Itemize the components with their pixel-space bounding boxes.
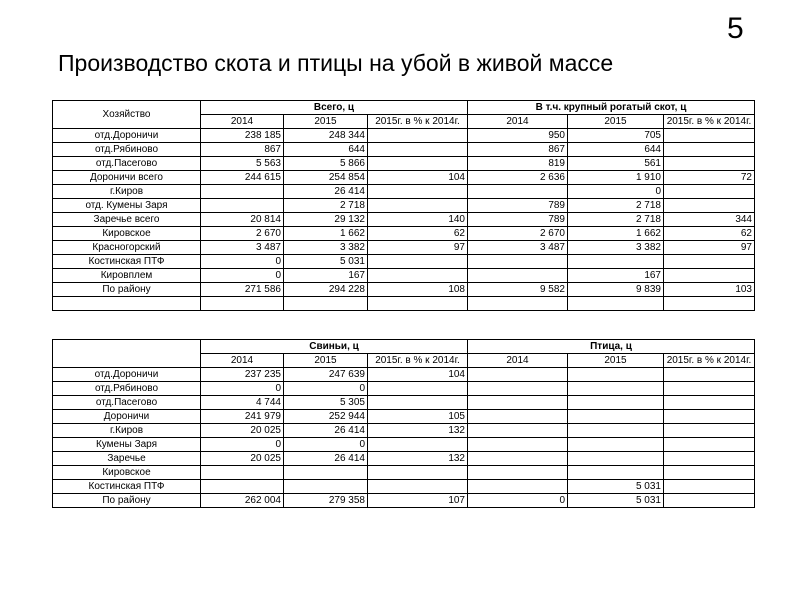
table-cell xyxy=(664,466,755,480)
row-label: Кумены Заря xyxy=(53,438,201,452)
table-cell: 108 xyxy=(368,283,468,297)
cattle-pct-header: 2015г. в % к 2014г. xyxy=(664,115,755,129)
pigs-year-2015-header: 2015 xyxy=(284,354,368,368)
table-cell xyxy=(468,382,568,396)
row-label: отд.Пасегово xyxy=(53,396,201,410)
row-label: По району xyxy=(53,494,201,508)
table-cell: 105 xyxy=(368,410,468,424)
poultry-year-2015-header: 2015 xyxy=(568,354,664,368)
livestock-total-table xyxy=(52,100,755,311)
table-cell: 247 639 xyxy=(284,368,368,382)
table-cell: 2 718 xyxy=(568,199,664,213)
table-cell xyxy=(468,368,568,382)
table-cell xyxy=(664,129,755,143)
table-cell: 5 031 xyxy=(568,494,664,508)
table-cell xyxy=(468,396,568,410)
table-row xyxy=(53,452,755,466)
table-row xyxy=(53,199,755,213)
table-cell xyxy=(568,424,664,438)
table-cell xyxy=(468,438,568,452)
total-year-2015-header: 2015 xyxy=(284,115,368,129)
row-label: Дороничи xyxy=(53,410,201,424)
row-label: По району xyxy=(53,283,201,297)
table-row xyxy=(53,410,755,424)
table-cell: 241 979 xyxy=(201,410,284,424)
table-cell xyxy=(368,466,468,480)
table-row xyxy=(53,269,755,283)
table-row xyxy=(53,185,755,199)
table-cell xyxy=(468,480,568,494)
table-cell: 132 xyxy=(368,452,468,466)
cattle-year-2015-header: 2015 xyxy=(568,115,664,129)
table-cell: 72 xyxy=(664,171,755,185)
table-cell: 97 xyxy=(664,241,755,255)
table-cell xyxy=(664,269,755,283)
empty-cell xyxy=(368,297,468,311)
table-cell: 62 xyxy=(368,227,468,241)
table-cell xyxy=(568,255,664,269)
table-cell: 5 305 xyxy=(284,396,368,410)
row-label: отд. Кумены Заря xyxy=(53,199,201,213)
empty-cell xyxy=(468,297,568,311)
total-year-2014-header: 2014 xyxy=(201,115,284,129)
table-cell: 104 xyxy=(368,368,468,382)
table-cell xyxy=(468,269,568,283)
table-row xyxy=(53,466,755,480)
table-cell xyxy=(664,410,755,424)
table-cell xyxy=(664,382,755,396)
table-cell: 3 382 xyxy=(568,241,664,255)
table-cell xyxy=(368,185,468,199)
table-cell: 252 944 xyxy=(284,410,368,424)
table-cell xyxy=(664,185,755,199)
table-row xyxy=(53,213,755,227)
table-cell: 1 910 xyxy=(568,171,664,185)
table-cell: 789 xyxy=(468,213,568,227)
table-cell: 107 xyxy=(368,494,468,508)
table-cell xyxy=(664,424,755,438)
page-number: 5 xyxy=(727,12,744,45)
poultry-pct-header: 2015г. в % к 2014г. xyxy=(664,354,755,368)
table-cell xyxy=(664,396,755,410)
table-cell: 3 382 xyxy=(284,241,368,255)
table-cell xyxy=(664,157,755,171)
table-cell: 140 xyxy=(368,213,468,227)
table-cell xyxy=(468,424,568,438)
table-cell xyxy=(368,143,468,157)
table-cell: 789 xyxy=(468,199,568,213)
table-cell: 167 xyxy=(568,269,664,283)
row-label: отд.Рябиново xyxy=(53,382,201,396)
table-row xyxy=(53,438,755,452)
table-cell xyxy=(568,410,664,424)
table-cell xyxy=(568,438,664,452)
table-cell: 3 487 xyxy=(468,241,568,255)
page-title: Производство скота и птицы на убой в живой массе xyxy=(58,50,614,76)
row-label: Красногорский xyxy=(53,241,201,255)
table-cell: 5 563 xyxy=(201,157,284,171)
table-cell: 819 xyxy=(468,157,568,171)
table-cell xyxy=(368,396,468,410)
table-cell xyxy=(368,438,468,452)
table-cell: 103 xyxy=(664,283,755,297)
table-cell xyxy=(568,466,664,480)
table-cell xyxy=(664,143,755,157)
poultry-year-2014-header: 2014 xyxy=(468,354,568,368)
table-cell: 237 235 xyxy=(201,368,284,382)
table-cell xyxy=(468,255,568,269)
table-cell: 0 xyxy=(201,269,284,283)
row-label: отд.Дороничи xyxy=(53,368,201,382)
row-label: Дороничи всего xyxy=(53,171,201,185)
row-label: Заречье xyxy=(53,452,201,466)
table-cell: 3 487 xyxy=(201,241,284,255)
table-cell: 2 718 xyxy=(284,199,368,213)
row-label: г.Киров xyxy=(53,424,201,438)
table-cell: 0 xyxy=(284,438,368,452)
table-cell xyxy=(568,368,664,382)
table-row xyxy=(53,171,755,185)
empty-cell xyxy=(201,297,284,311)
table-cell: 0 xyxy=(201,438,284,452)
table-cell: 279 358 xyxy=(284,494,368,508)
table-cell xyxy=(284,480,368,494)
table-cell: 104 xyxy=(368,171,468,185)
farm-column-header: Хозяйство xyxy=(53,101,201,129)
table-cell xyxy=(368,255,468,269)
table-cell: 344 xyxy=(664,213,755,227)
table-cell: 0 xyxy=(201,255,284,269)
row-label: Кировплем xyxy=(53,269,201,283)
table-cell: 20 814 xyxy=(201,213,284,227)
table-cell: 26 414 xyxy=(284,452,368,466)
table-cell: 132 xyxy=(368,424,468,438)
table-cell: 2 670 xyxy=(201,227,284,241)
table-row xyxy=(53,143,755,157)
table-cell: 9 839 xyxy=(568,283,664,297)
table-row xyxy=(53,382,755,396)
table-row xyxy=(53,396,755,410)
pigs-pct-header: 2015г. в % к 2014г. xyxy=(368,354,468,368)
table-cell: 561 xyxy=(568,157,664,171)
empty-cell xyxy=(568,297,664,311)
table-cell xyxy=(664,199,755,213)
row-label: отд.Пасегово xyxy=(53,157,201,171)
table-row xyxy=(53,241,755,255)
poultry-group-header: Птица, ц xyxy=(468,340,755,354)
cattle-group-header: В т.ч. крупный рогатый скот, ц xyxy=(468,101,755,115)
pigs-group-header: Свиньи, ц xyxy=(201,340,468,354)
table-cell: 62 xyxy=(664,227,755,241)
table-row xyxy=(53,424,755,438)
table-cell: 0 xyxy=(284,382,368,396)
table-cell xyxy=(568,452,664,466)
empty-cell xyxy=(284,297,368,311)
table-cell: 2 718 xyxy=(568,213,664,227)
table-cell xyxy=(664,480,755,494)
empty-cell xyxy=(664,297,755,311)
table-cell: 248 344 xyxy=(284,129,368,143)
table-cell: 244 615 xyxy=(201,171,284,185)
table-cell: 5 031 xyxy=(284,255,368,269)
table-cell xyxy=(368,129,468,143)
table-cell: 262 004 xyxy=(201,494,284,508)
table-cell: 20 025 xyxy=(201,452,284,466)
empty-cell xyxy=(53,297,201,311)
table-cell: 0 xyxy=(468,494,568,508)
table-cell xyxy=(201,185,284,199)
pigs-year-2014-header: 2014 xyxy=(201,354,284,368)
table-cell: 2 636 xyxy=(468,171,568,185)
total-group-header: Всего, ц xyxy=(201,101,468,115)
table-cell: 238 185 xyxy=(201,129,284,143)
table-cell xyxy=(201,199,284,213)
table-cell xyxy=(664,452,755,466)
table-row xyxy=(53,129,755,143)
table-cell: 167 xyxy=(284,269,368,283)
row-label: Костинская ПТФ xyxy=(53,255,201,269)
table-cell: 26 414 xyxy=(284,424,368,438)
total-pct-header: 2015г. в % к 2014г. xyxy=(368,115,468,129)
table-cell: 705 xyxy=(568,129,664,143)
table-cell xyxy=(664,438,755,452)
table-cell: 294 228 xyxy=(284,283,368,297)
table-cell xyxy=(201,466,284,480)
table-cell: 1 662 xyxy=(284,227,368,241)
table-cell xyxy=(368,269,468,283)
table-cell xyxy=(368,157,468,171)
table-cell: 644 xyxy=(284,143,368,157)
table-cell xyxy=(368,199,468,213)
table-cell xyxy=(664,494,755,508)
table-cell xyxy=(664,255,755,269)
blank-header-cell xyxy=(53,340,201,368)
table-cell xyxy=(468,185,568,199)
table-cell: 867 xyxy=(201,143,284,157)
table-cell xyxy=(568,382,664,396)
table-cell xyxy=(368,382,468,396)
table-cell: 0 xyxy=(568,185,664,199)
table-cell xyxy=(568,396,664,410)
table-cell: 29 132 xyxy=(284,213,368,227)
table-cell xyxy=(664,368,755,382)
table-row xyxy=(53,157,755,171)
table-row xyxy=(53,283,755,297)
table-cell: 5 031 xyxy=(568,480,664,494)
pigs-poultry-table xyxy=(52,339,755,508)
row-label: Костинская ПТФ xyxy=(53,480,201,494)
table-cell: 0 xyxy=(201,382,284,396)
row-label: г.Киров xyxy=(53,185,201,199)
table-row xyxy=(53,480,755,494)
table-cell xyxy=(468,466,568,480)
table-row xyxy=(53,368,755,382)
table-cell: 97 xyxy=(368,241,468,255)
table-cell xyxy=(284,466,368,480)
table-cell: 644 xyxy=(568,143,664,157)
table-cell: 26 414 xyxy=(284,185,368,199)
table-cell xyxy=(468,410,568,424)
row-label: отд.Рябиново xyxy=(53,143,201,157)
table-cell xyxy=(201,480,284,494)
table-cell: 9 582 xyxy=(468,283,568,297)
table-cell: 20 025 xyxy=(201,424,284,438)
empty-row xyxy=(53,297,755,311)
table-cell: 271 586 xyxy=(201,283,284,297)
table-cell: 5 866 xyxy=(284,157,368,171)
table-cell: 1 662 xyxy=(568,227,664,241)
row-label: Заречье всего xyxy=(53,213,201,227)
table-cell: 950 xyxy=(468,129,568,143)
table-row xyxy=(53,255,755,269)
row-label: Кировское xyxy=(53,227,201,241)
cattle-year-2014-header: 2014 xyxy=(468,115,568,129)
table-row xyxy=(53,494,755,508)
table-cell xyxy=(468,452,568,466)
table-cell: 867 xyxy=(468,143,568,157)
row-label: отд.Дороничи xyxy=(53,129,201,143)
table-cell xyxy=(368,480,468,494)
table-cell: 254 854 xyxy=(284,171,368,185)
row-label: Кировское xyxy=(53,466,201,480)
table-cell: 2 670 xyxy=(468,227,568,241)
table-cell: 4 744 xyxy=(201,396,284,410)
table-row xyxy=(53,227,755,241)
